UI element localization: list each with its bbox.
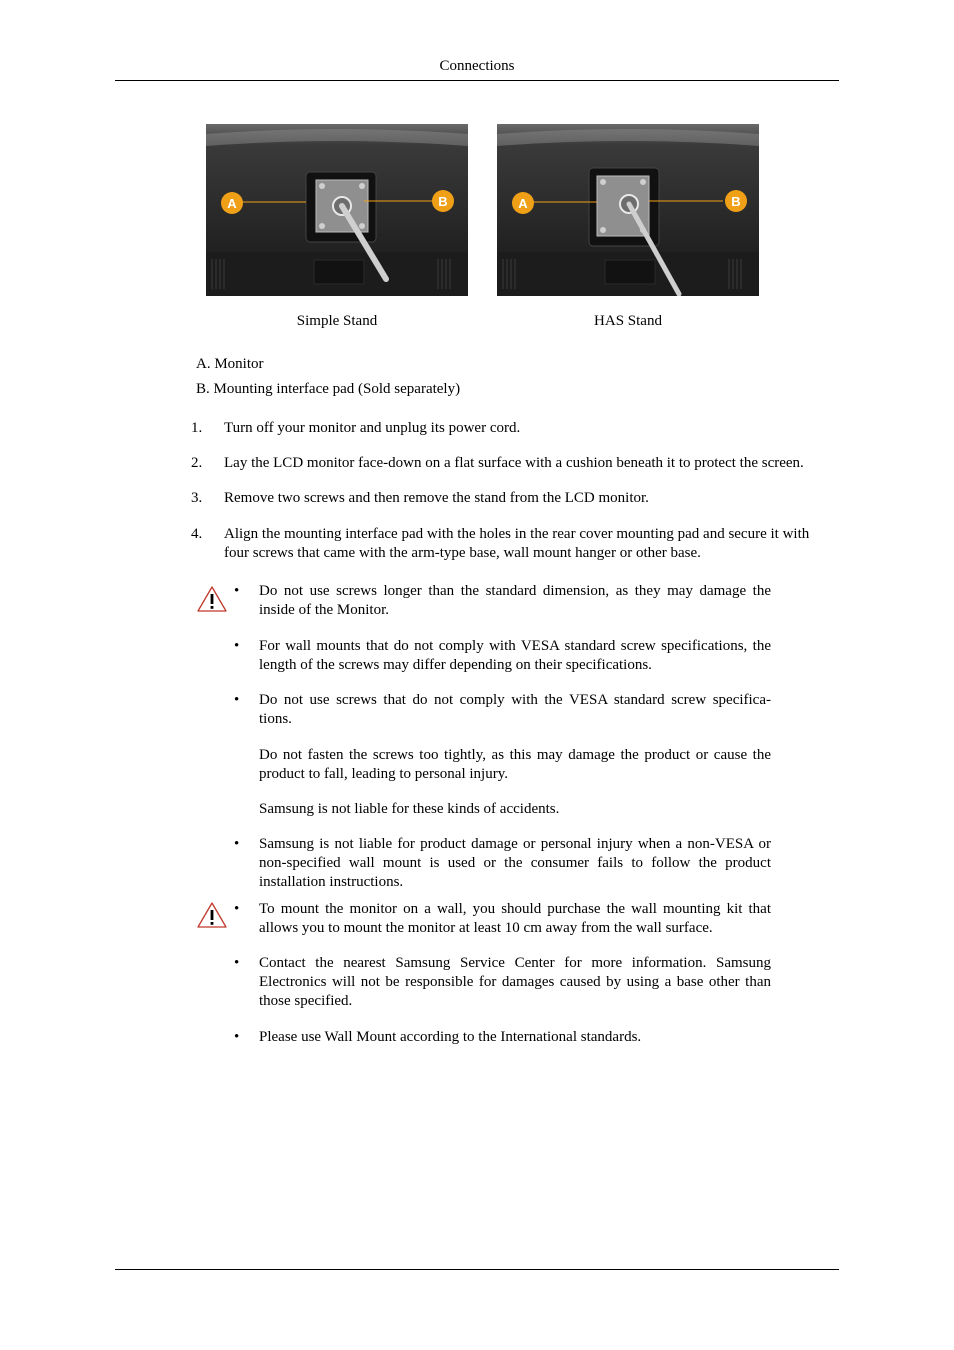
caution-item-non-vesa-wall-mount: Samsung is not liable for product damage or personal injury when a non-VESA or non-specified wall mount is used or the consumer fails to follow the product installation instructions. — [259, 836, 771, 890]
step-4-text-line2: four screws that came with the arm-type base, wall mount hanger or other base. — [224, 545, 701, 561]
caution-item-international-standards: Please use Wall Mount according to the International standards. — [259, 1029, 642, 1045]
bullet: • — [234, 836, 240, 852]
step-4-text-line1: Align the mounting interface pad with the holes in the rear cover mounting pad and secure it with — [224, 526, 810, 542]
label-b-1: B — [438, 194, 448, 209]
step-3-text: Remove two screws and then remove the stand from the LCD monitor. — [224, 490, 649, 506]
simple-stand-caption: Simple Stand — [296, 313, 378, 329]
bullet: • — [234, 638, 240, 654]
caution-fasten-tightly: Do not fasten the screws too tightly, as this may damage the product or cause the product to fall, leading to personal injury. — [259, 747, 771, 782]
bullet: • — [234, 692, 240, 708]
label-a-1: A — [227, 196, 237, 211]
caution-item-wall-kit: To mount the monitor on a wall, you should purchase the wall mounting kit that allows you to mount the monitor at least 10 cm away from the wall surface. — [259, 901, 771, 936]
legend-monitor: A. Monitor — [196, 356, 264, 372]
caution-warning-icon — [196, 584, 228, 614]
caution-item-screw-length: Do not use screws longer than the standard dimension, as they may damage the inside of the Monitor. — [259, 583, 771, 618]
footer-rule — [115, 1269, 839, 1270]
bullet: • — [234, 1029, 240, 1045]
step-2-number: 2. — [191, 455, 203, 471]
label-b-2: B — [731, 194, 741, 209]
step-4-number: 4. — [191, 526, 203, 542]
caution-warning-icon — [196, 900, 228, 930]
caution-item-vesa-spec: For wall mounts that do not comply with VESA standard screw specifications, the length of the screws may differ depending on their specifications. — [259, 638, 771, 673]
step-2-text: Lay the LCD monitor face-down on a flat surface with a cushion beneath it to protect the screen. — [224, 455, 804, 471]
page-header-title: Connections — [439, 58, 515, 74]
simple-stand-photo — [206, 124, 468, 296]
caution-item-service-center: Contact the nearest Samsung Service Center for more information. Samsung Electronics will not be responsible for damages caused by using a base other than those specified. — [259, 955, 771, 1009]
step-1-number: 1. — [191, 420, 203, 436]
bullet: • — [234, 955, 240, 971]
has-stand-photo — [497, 124, 759, 296]
header-rule — [115, 80, 839, 81]
step-3-number: 3. — [191, 490, 203, 506]
label-a-2: A — [518, 196, 528, 211]
caution-item-non-vesa-line1: Do not use screws that do not comply with the VESA standard screw specifica- — [259, 692, 771, 708]
caution-not-liable: Samsung is not liable for these kinds of accidents. — [259, 801, 560, 817]
legend-mounting-pad: B. Mounting interface pad (Sold separately) — [196, 381, 461, 397]
bullet: • — [234, 583, 240, 599]
has-stand-caption: HAS Stand — [594, 313, 662, 329]
step-1-text: Turn off your monitor and unplug its power cord. — [224, 420, 521, 436]
caution-item-non-vesa-line2: tions. — [259, 711, 292, 727]
bullet: • — [234, 901, 240, 917]
